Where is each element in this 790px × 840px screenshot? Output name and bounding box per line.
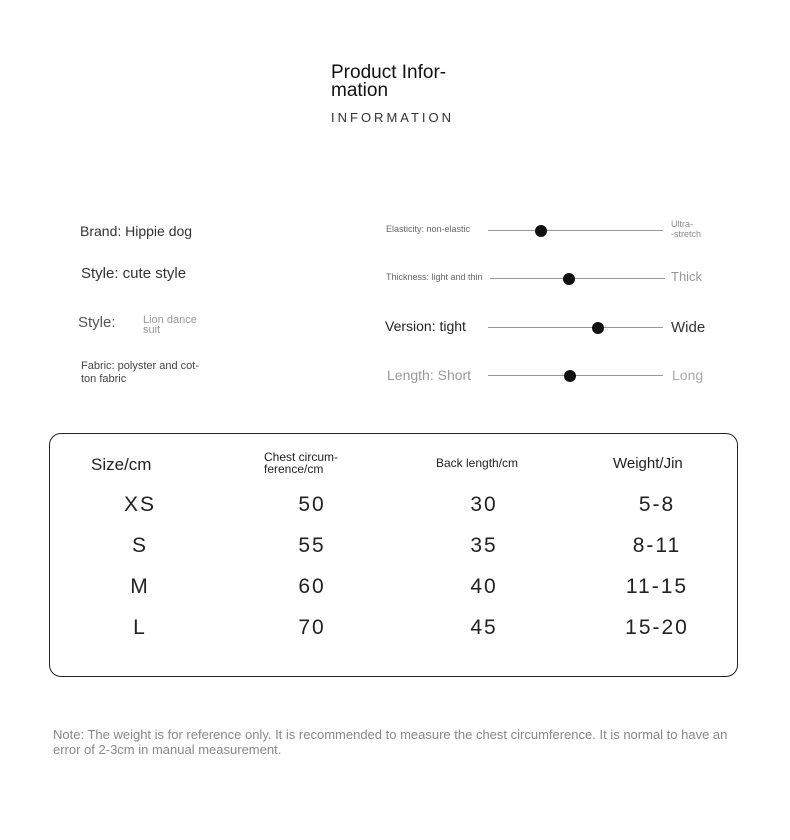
weight-cell: 15-20 <box>625 616 689 639</box>
back-length-cell: 40 <box>470 575 498 598</box>
thickness-label: Thickness: light and thin <box>386 272 483 282</box>
page-subtitle: INFORMATION <box>331 110 455 125</box>
elasticity-indicator <box>535 225 547 237</box>
elasticity-track <box>488 230 663 231</box>
chest-cell: 50 <box>298 493 326 516</box>
size-cell: M <box>130 575 150 598</box>
style-label: Style: <box>78 314 116 331</box>
brand-text: Brand: Hippie dog <box>80 223 193 239</box>
thickness-end-label: Thick <box>671 269 703 284</box>
fabric-text: Fabric: polyster and cot- ton fabric <box>81 360 199 385</box>
version-end-label: Wide <box>671 319 706 336</box>
size-cell: XS <box>123 493 156 516</box>
back-length-cell: 35 <box>470 534 498 557</box>
back-length-header: Back length/cm <box>436 456 519 470</box>
chest-header: Chest circum- ference/cm <box>264 450 339 476</box>
elasticity-label: Elasticity: non-elastic <box>386 224 471 234</box>
chest-cell: 70 <box>298 616 326 639</box>
weight-header: Weight/Jin <box>613 455 683 472</box>
length-end-label: Long <box>672 367 704 383</box>
elasticity-end-label: Ultra- -stretch <box>671 219 702 239</box>
weight-cell: 8-11 <box>632 534 682 557</box>
size-cell: S <box>131 534 148 557</box>
chest-cell: 55 <box>298 534 326 557</box>
style-text: Style: cute style <box>81 265 187 282</box>
size-header: Size/cm <box>91 455 152 474</box>
thickness-track <box>490 278 665 279</box>
chest-cell: 60 <box>298 575 326 598</box>
measurement-note: Note: The weight is for reference only. It is recommended to measure the chest circumference. It is normal to have an error of 2-3cm in manual measurement. <box>53 727 728 757</box>
thickness-indicator <box>563 273 575 285</box>
style-value: Lion dance suit <box>143 314 197 336</box>
length-label: Length: Short <box>387 367 472 383</box>
page-title: Product Infor- mation <box>331 62 447 101</box>
size-cell: L <box>133 616 147 639</box>
weight-cell: 5-8 <box>638 493 676 516</box>
weight-cell: 11-15 <box>625 575 689 598</box>
version-indicator <box>592 322 604 334</box>
back-length-cell: 30 <box>470 493 498 516</box>
back-length-cell: 45 <box>470 616 498 639</box>
version-label: Version: tight <box>385 318 466 334</box>
length-indicator <box>564 370 576 382</box>
version-track <box>488 327 663 328</box>
